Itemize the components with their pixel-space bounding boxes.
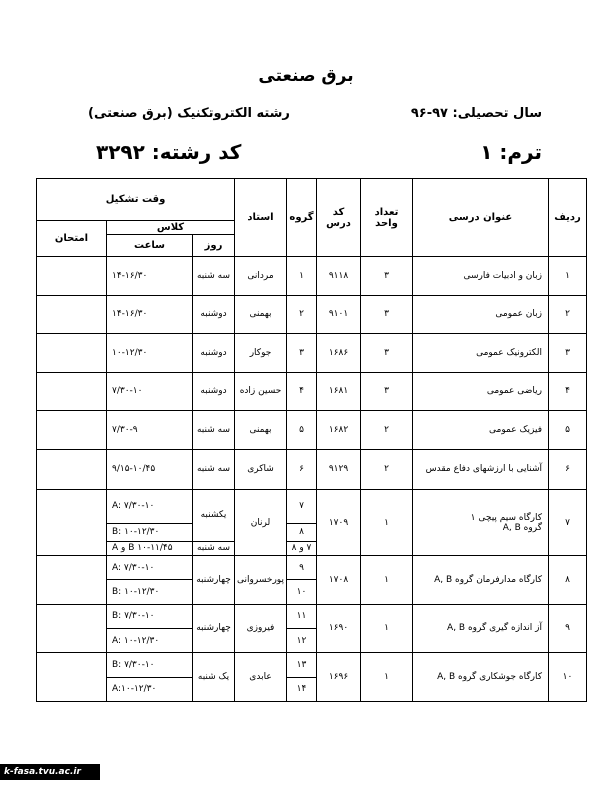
teacher-name: پورخسروانی — [235, 555, 287, 604]
class-day: سه شنبه — [193, 257, 235, 296]
group-number: ۱۴ — [287, 677, 317, 701]
course-code: ۱۶۹۶ — [317, 653, 361, 702]
units: ۱ — [361, 490, 413, 556]
subject-name: زبان عمومی — [413, 295, 549, 334]
course-code: ۱۶۸۶ — [317, 334, 361, 373]
teacher-name: فیروزی — [235, 604, 287, 653]
class-time: A: ۱۰-۱۲/۳۰ — [107, 628, 193, 652]
table-row — [37, 257, 587, 296]
subject-name: زبان و ادبیات فارسی — [413, 257, 549, 296]
class-time: B: ۷/۳۰-۱۰ — [107, 604, 193, 628]
subject-line: کارگاه سیم پیچی ۱ — [470, 512, 542, 523]
group-number: ۱۲ — [287, 628, 317, 652]
row-number: ۲ — [549, 295, 587, 334]
group-number: ۸ — [287, 523, 317, 541]
exam-time — [37, 653, 107, 702]
course-code: ۱۷۰۹ — [317, 490, 361, 556]
table-row — [37, 449, 587, 490]
class-day: یکشنبه — [193, 490, 235, 542]
teacher-name: بهمنی — [235, 411, 287, 450]
table-row — [37, 411, 587, 450]
subject-name: کارگاه مدارفرمان گروه A, B — [413, 555, 549, 604]
class-day: دوشنبه — [193, 372, 235, 411]
row-number: ۸ — [549, 555, 587, 604]
class-day: سه شنبه — [193, 449, 235, 490]
subject-name: آز اندازه گیری گروه A, B — [413, 604, 549, 653]
class-day: سه شنبه — [193, 541, 235, 555]
units: ۱ — [361, 555, 413, 604]
exam-time — [37, 490, 107, 556]
teacher-name: حسین زاده — [235, 372, 287, 411]
exam-time — [37, 604, 107, 653]
class-time: B: ۱۰-۱۲/۳۰ — [107, 580, 193, 604]
subject-name: ریاضی عمومی — [413, 372, 549, 411]
group-number: ۵ — [287, 411, 317, 450]
schedule-table — [36, 178, 587, 702]
teacher-name: مردانی — [235, 257, 287, 296]
course-code: ۱۷۰۸ — [317, 555, 361, 604]
term-label: ترم: ۱ — [480, 140, 542, 164]
table-row — [37, 372, 587, 411]
teacher-name: جوکار — [235, 334, 287, 373]
class-day: سه شنبه — [193, 411, 235, 450]
exam-time — [37, 295, 107, 334]
class-time: ۷/۳۰-۹ — [107, 411, 193, 450]
group-number: ۴ — [287, 372, 317, 411]
table-row — [37, 555, 587, 579]
group-number: ۲ — [287, 295, 317, 334]
class-day: دوشنبه — [193, 295, 235, 334]
class-day: چهارشنبه — [193, 555, 235, 604]
class-time: ۷/۳۰-۱۰ — [107, 372, 193, 411]
units: ۳ — [361, 372, 413, 411]
course-code: ۹۱۱۸ — [317, 257, 361, 296]
header-day: روز — [193, 235, 235, 257]
exam-time — [37, 334, 107, 373]
class-time: ۱۴-۱۶/۳۰ — [107, 257, 193, 296]
exam-time — [37, 257, 107, 296]
class-time: A: ۷/۳۰-۱۰ — [107, 555, 193, 579]
header-row-number: ردیف — [549, 179, 587, 257]
course-code: ۹۱۲۹ — [317, 449, 361, 490]
units: ۳ — [361, 334, 413, 373]
units: ۳ — [361, 257, 413, 296]
group-number: ۷ و ۸ — [287, 541, 317, 555]
header-time: ساعت — [107, 235, 193, 257]
row-number: ۵ — [549, 411, 587, 450]
row-number: ۳ — [549, 334, 587, 373]
subject-name: کارگاه جوشکاری گروه A, B — [413, 653, 549, 702]
course-code: ۱۶۹۰ — [317, 604, 361, 653]
course-code: ۱۶۸۲ — [317, 411, 361, 450]
class-time: A و B ۱۰-۱۱/۴۵ — [107, 541, 193, 555]
group-number: ۱۱ — [287, 604, 317, 628]
units: ۱ — [361, 653, 413, 702]
group-number: ۱ — [287, 257, 317, 296]
table-row — [37, 604, 587, 628]
subject-name — [413, 490, 549, 556]
class-time: ۹/۱۵-۱۰/۴۵ — [107, 449, 193, 490]
group-number: ۱۳ — [287, 653, 317, 677]
class-day: چهارشنبه — [193, 604, 235, 653]
class-time: B: ۷/۳۰-۱۰ — [107, 653, 193, 677]
exam-time — [37, 555, 107, 604]
teacher-name: لرنان — [235, 490, 287, 556]
row-number: ۶ — [549, 449, 587, 490]
units: ۱ — [361, 604, 413, 653]
header-exam: امتحان — [37, 221, 107, 257]
units: ۲ — [361, 449, 413, 490]
teacher-name: بهمنی — [235, 295, 287, 334]
subject-line: گروه A, B — [502, 522, 542, 533]
subject-name: فیزیک عمومی — [413, 411, 549, 450]
row-number: ۱۰ — [549, 653, 587, 702]
class-time: ۱۴-۱۶/۳۰ — [107, 295, 193, 334]
course-code: ۱۶۸۱ — [317, 372, 361, 411]
row-number: ۱ — [549, 257, 587, 296]
class-day: یک شنبه — [193, 653, 235, 702]
teacher-name: شاکری — [235, 449, 287, 490]
subject-name: آشنایی با ارزشهای دفاع مقدس — [413, 449, 549, 490]
exam-time — [37, 411, 107, 450]
group-number: ۳ — [287, 334, 317, 373]
group-number: ۶ — [287, 449, 317, 490]
class-time: ۱۰-۱۲/۳۰ — [107, 334, 193, 373]
class-time: B: ۱۰-۱۲/۳۰ — [107, 523, 193, 541]
class-day: دوشنبه — [193, 334, 235, 373]
footer-url[interactable]: k-fasa.tvu.ac.ir — [0, 764, 100, 780]
header-class: کلاس — [107, 221, 235, 235]
row-number: ۴ — [549, 372, 587, 411]
row-number: ۹ — [549, 604, 587, 653]
header-group: گروه — [287, 179, 317, 257]
exam-time — [37, 372, 107, 411]
teacher-name: عابدی — [235, 653, 287, 702]
table-row — [37, 295, 587, 334]
header-schedule: وقت تشکیل — [37, 179, 235, 221]
subject-name: الکترونیک عمومی — [413, 334, 549, 373]
class-time: A:۱۰-۱۲/۳۰ — [107, 677, 193, 701]
exam-time — [37, 449, 107, 490]
group-number: ۱۰ — [287, 580, 317, 604]
academic-year: سال تحصیلی: ۹۷-۹۶ — [410, 106, 542, 121]
group-number: ۷ — [287, 490, 317, 523]
units: ۲ — [361, 411, 413, 450]
header-code: کد درس — [317, 179, 361, 257]
field-code: کد رشته: ۳۲۹۲ — [96, 140, 242, 164]
row-number: ۷ — [549, 490, 587, 556]
table-row — [37, 490, 587, 523]
class-time: A: ۷/۳۰-۱۰ — [107, 490, 193, 523]
course-code: ۹۱۰۱ — [317, 295, 361, 334]
document-title: برق صنعتی — [258, 66, 354, 86]
header-units: تعداد واحد — [361, 179, 413, 257]
table-row — [37, 334, 587, 373]
units: ۳ — [361, 295, 413, 334]
table-row — [37, 653, 587, 677]
header-subject: عنوان درسی — [413, 179, 549, 257]
group-number: ۹ — [287, 555, 317, 579]
header-teacher: استاد — [235, 179, 287, 257]
field-name: رشته الکتروتکنیک (برق صنعتی) — [88, 106, 290, 121]
